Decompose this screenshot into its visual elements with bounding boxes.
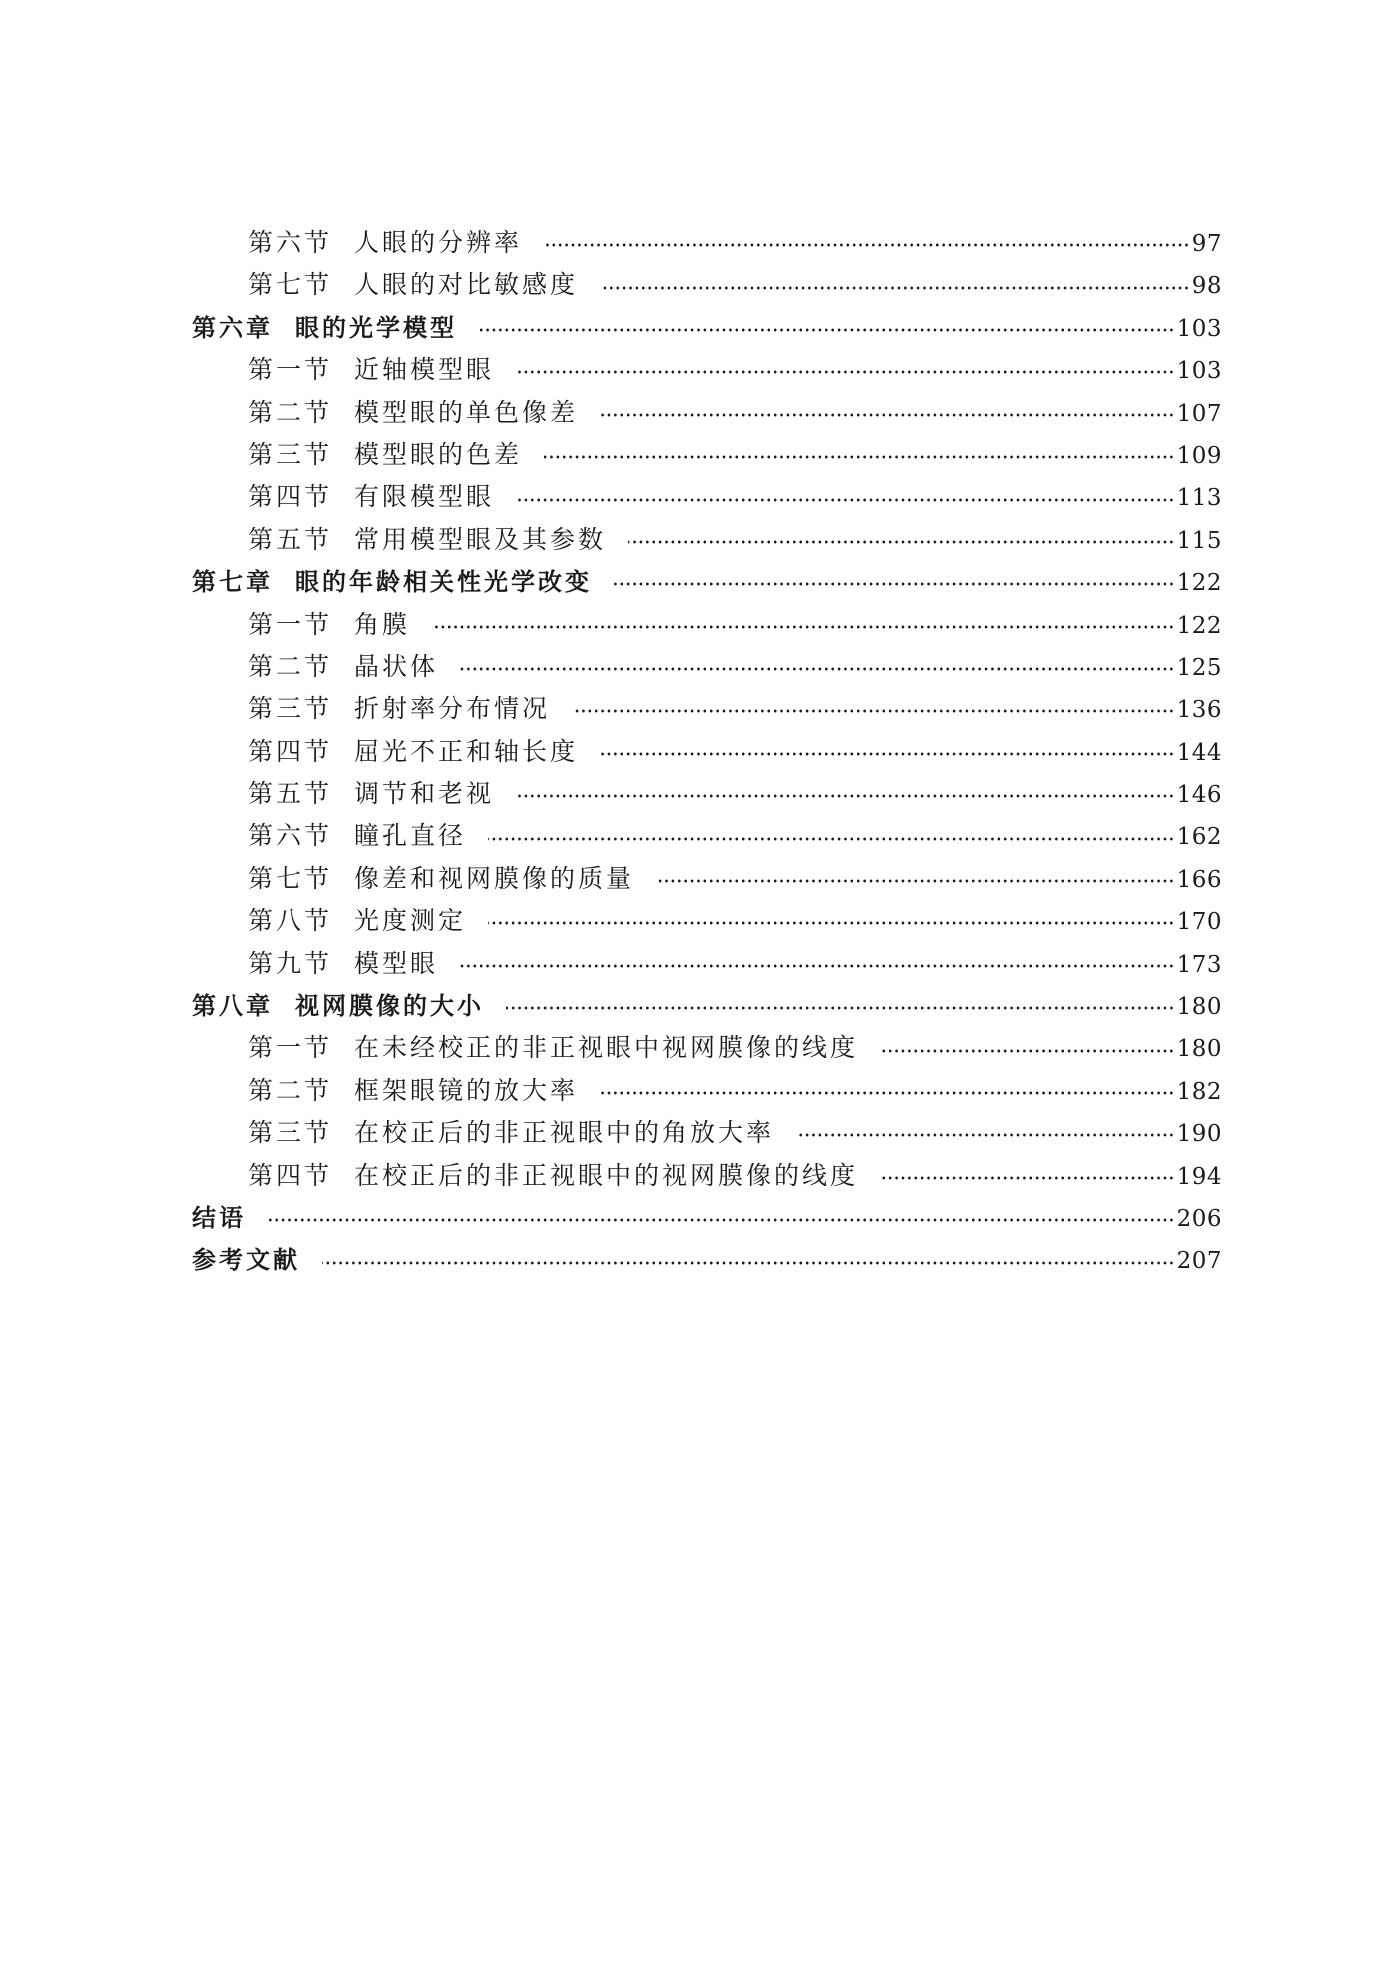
toc-page-number: 190	[1176, 1121, 1222, 1148]
toc-entry-title: 框架眼镜的放大率	[354, 1075, 579, 1105]
toc-page-number: 107	[1176, 400, 1222, 427]
toc-section-entry[interactable]	[192, 1027, 1222, 1069]
toc-entry-title: 近轴模型眼	[354, 355, 495, 385]
dot-leader	[880, 1176, 1175, 1180]
toc-entry-number: 第一节	[248, 355, 333, 385]
toc-entry-number: 第八章	[192, 992, 273, 1021]
toc-entry-title: 晶状体	[354, 651, 439, 681]
toc-section-entry[interactable]	[192, 1112, 1222, 1154]
toc-entry-label	[248, 731, 578, 773]
toc-entry-label	[248, 349, 494, 391]
toc-page-number: 122	[1176, 570, 1222, 597]
toc-page-number: 170	[1176, 909, 1222, 936]
toc-section-entry[interactable]	[192, 943, 1222, 985]
toc-section-entry[interactable]	[192, 264, 1222, 306]
dot-leader	[628, 540, 1175, 544]
dot-leader	[516, 370, 1175, 374]
toc-entry-title: 屈光不正和轴长度	[354, 736, 579, 766]
toc-chapter-entry[interactable]	[192, 1239, 1222, 1281]
dot-leader	[268, 1218, 1175, 1222]
toc-section-entry[interactable]	[192, 519, 1222, 561]
toc-page-number: 182	[1176, 1078, 1222, 1105]
toc-entry-number: 第九节	[248, 948, 333, 978]
toc-entry-title: 光度测定	[354, 906, 467, 936]
dot-leader	[460, 964, 1175, 968]
toc-entry-number: 第三节	[248, 1118, 333, 1148]
dot-leader	[880, 1049, 1175, 1053]
toc-chapter-entry[interactable]	[192, 985, 1222, 1027]
toc-section-entry[interactable]	[192, 1155, 1222, 1197]
toc-entry-number: 第七节	[248, 863, 333, 893]
dot-leader	[600, 752, 1175, 756]
dot-leader	[488, 837, 1175, 841]
toc-entry-title: 模型眼	[354, 948, 439, 978]
toc-entry-title: 视网膜像的大小	[295, 992, 484, 1021]
toc-entry-title: 有限模型眼	[354, 482, 495, 512]
toc-entry-number: 第二节	[248, 1075, 333, 1105]
toc-chapter-entry[interactable]	[192, 307, 1222, 349]
toc-page-number: 162	[1176, 824, 1222, 851]
toc-entry-title: 人眼的对比敏感度	[354, 270, 579, 300]
toc-entry-label	[192, 307, 457, 349]
toc-page-number: 206	[1176, 1205, 1222, 1232]
toc-section-entry[interactable]	[192, 222, 1222, 264]
dot-leader	[796, 1133, 1175, 1137]
toc-section-entry[interactable]	[192, 900, 1222, 942]
toc-section-entry[interactable]	[192, 815, 1222, 857]
dot-leader	[600, 413, 1175, 417]
toc-page-number: 122	[1176, 612, 1222, 639]
toc-entry-title: 模型眼的单色像差	[354, 397, 579, 427]
toc-page-number: 103	[1176, 358, 1222, 385]
toc-section-entry[interactable]	[192, 773, 1222, 815]
dot-leader	[479, 328, 1175, 332]
dot-leader	[656, 879, 1175, 883]
toc-entry-label	[248, 773, 494, 815]
toc-entry-title: 常用模型眼及其参数	[354, 524, 607, 554]
dot-leader	[600, 1091, 1175, 1095]
toc-section-entry[interactable]	[192, 858, 1222, 900]
toc-entry-number: 第二节	[248, 651, 333, 681]
toc-section-entry[interactable]	[192, 349, 1222, 391]
toc-entry-title: 角膜	[354, 609, 411, 639]
toc-page-number: 97	[1191, 231, 1222, 257]
toc-entry-number: 第八节	[248, 906, 333, 936]
toc-entry-label	[248, 476, 494, 518]
toc-entry-title: 调节和老视	[354, 779, 495, 809]
toc-page-number: 207	[1176, 1248, 1222, 1275]
dot-leader	[600, 286, 1190, 290]
toc-entry-label	[248, 900, 466, 942]
toc-page-number: 194	[1176, 1163, 1222, 1190]
toc-entry-title: 折射率分布情况	[354, 694, 551, 724]
toc-entry-number: 第六节	[248, 821, 333, 851]
toc-entry-title: 结语	[192, 1203, 246, 1232]
toc-entry-label	[192, 1197, 246, 1239]
toc-entry-number: 第五节	[248, 779, 333, 809]
toc-page-number: 115	[1176, 527, 1222, 554]
toc-entry-label	[248, 264, 578, 306]
toc-entry-number: 第五节	[248, 524, 333, 554]
toc-entry-label	[192, 985, 484, 1027]
toc-entry-number: 第二节	[248, 397, 333, 427]
toc-entry-number: 第一节	[248, 1033, 333, 1063]
dot-leader	[544, 455, 1175, 459]
toc-page-number: 109	[1176, 442, 1222, 469]
toc-entry-number: 第四节	[248, 482, 333, 512]
toc-page-number: 144	[1176, 739, 1222, 766]
dot-leader	[614, 582, 1175, 586]
toc-section-entry[interactable]	[192, 646, 1222, 688]
dot-leader	[516, 794, 1175, 798]
toc-page-number: 98	[1191, 273, 1222, 300]
dot-leader	[572, 709, 1175, 713]
toc-entry-number: 第六章	[192, 313, 273, 342]
toc-section-entry[interactable]	[192, 476, 1222, 518]
toc-section-entry[interactable]	[192, 392, 1222, 434]
toc-entry-label	[248, 1070, 578, 1112]
toc-section-entry[interactable]	[192, 688, 1222, 730]
toc-entry-number: 第四节	[248, 1160, 333, 1190]
toc-entry-number: 第三节	[248, 694, 333, 724]
toc-page-number: 113	[1176, 485, 1222, 512]
toc-page-number: 180	[1176, 994, 1222, 1021]
table-of-contents	[192, 222, 1222, 1282]
toc-entry-title: 模型眼的色差	[354, 439, 523, 469]
toc-entry-title: 人眼的分辨率	[354, 228, 523, 257]
toc-page-number: 166	[1176, 866, 1222, 893]
toc-entry-label	[248, 646, 438, 688]
toc-entry-label	[248, 688, 550, 730]
toc-entry-number: 第三节	[248, 439, 333, 469]
toc-page-number: 136	[1176, 697, 1222, 724]
toc-entry-label	[248, 519, 606, 561]
dot-leader	[506, 1006, 1175, 1010]
dot-leader	[488, 921, 1175, 925]
toc-page-number: 180	[1176, 1036, 1222, 1063]
toc-section-entry[interactable]	[192, 1070, 1222, 1112]
toc-entry-label	[248, 1027, 858, 1069]
dot-leader	[460, 667, 1175, 671]
toc-entry-label	[248, 1112, 774, 1154]
dot-leader	[516, 498, 1175, 502]
toc-entry-label	[192, 561, 592, 603]
toc-page-number: 173	[1176, 951, 1222, 978]
toc-entry-title: 在未经校正的非正视眼中视网膜像的线度	[354, 1033, 859, 1063]
toc-section-entry[interactable]	[192, 604, 1222, 646]
toc-entry-number: 第六节	[248, 228, 333, 257]
toc-entry-title: 眼的年龄相关性光学改变	[295, 568, 592, 597]
dot-leader	[544, 243, 1190, 247]
toc-entry-label	[248, 392, 578, 434]
toc-entry-title: 参考文献	[192, 1246, 300, 1275]
toc-entry-label	[192, 1239, 300, 1281]
toc-entry-label	[248, 815, 466, 857]
toc-entry-label	[248, 943, 438, 985]
toc-entry-label	[248, 604, 410, 646]
toc-chapter-entry[interactable]	[192, 1197, 1222, 1239]
toc-page-number: 125	[1176, 654, 1222, 681]
toc-page-number: 146	[1176, 782, 1222, 809]
dot-leader	[322, 1261, 1175, 1265]
toc-page-number: 103	[1176, 315, 1222, 342]
toc-entry-title: 瞳孔直径	[354, 821, 467, 851]
toc-entry-title: 在校正后的非正视眼中的视网膜像的线度	[354, 1160, 859, 1190]
dot-leader	[432, 625, 1175, 629]
toc-entry-label	[248, 858, 634, 900]
toc-entry-number: 第一节	[248, 609, 333, 639]
toc-entry-label	[248, 222, 522, 264]
toc-section-entry[interactable]	[192, 434, 1222, 476]
toc-entry-label	[248, 434, 522, 476]
toc-entry-title: 像差和视网膜像的质量	[354, 863, 635, 893]
toc-entry-title: 眼的光学模型	[295, 313, 457, 342]
toc-entry-number: 第七节	[248, 270, 333, 300]
toc-entry-number: 第四节	[248, 736, 333, 766]
toc-chapter-entry[interactable]	[192, 561, 1222, 603]
toc-entry-title: 在校正后的非正视眼中的角放大率	[354, 1118, 775, 1148]
toc-entry-number: 第七章	[192, 568, 273, 597]
toc-entry-label	[248, 1155, 858, 1197]
toc-section-entry[interactable]	[192, 731, 1222, 773]
